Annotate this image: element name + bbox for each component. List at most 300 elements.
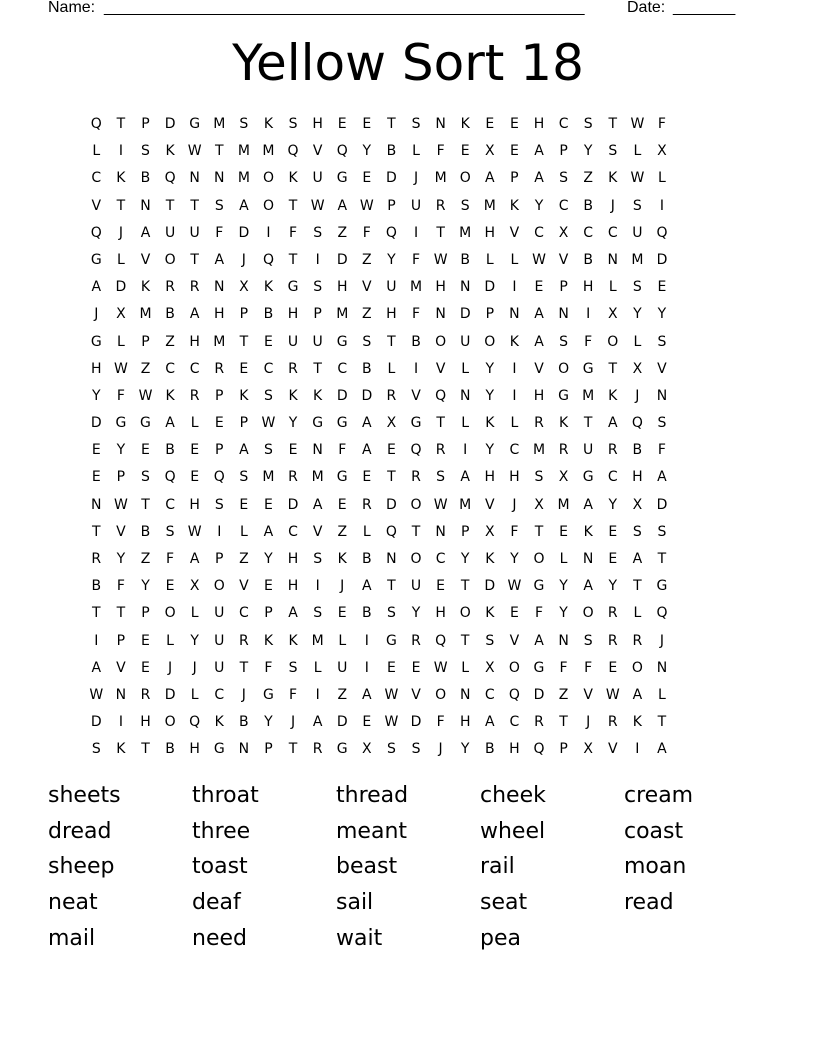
grid-letter[interactable]: O	[213, 578, 225, 595]
grid-letter[interactable]: A	[534, 632, 544, 649]
grid-letter[interactable]: S	[657, 333, 667, 350]
grid-letter[interactable]: T	[116, 197, 126, 214]
grid-letter[interactable]: B	[386, 143, 397, 160]
grid-letter[interactable]: B	[583, 197, 593, 214]
grid-letter[interactable]: S	[165, 523, 175, 540]
grid-letter[interactable]: Y	[141, 578, 150, 595]
grid-letter[interactable]: P	[239, 306, 249, 323]
grid-letter[interactable]: H	[533, 116, 545, 132]
grid-letter[interactable]: Y	[116, 551, 126, 567]
grid-letter[interactable]: V	[534, 360, 544, 377]
grid-letter[interactable]: S	[583, 116, 593, 132]
grid-letter[interactable]: T	[214, 143, 224, 160]
grid-letter[interactable]: X	[362, 741, 372, 758]
grid-letter[interactable]: E	[141, 659, 150, 676]
grid-letter[interactable]: E	[264, 496, 273, 513]
grid-letter[interactable]: M	[409, 279, 423, 296]
grid-letter[interactable]: X	[583, 741, 593, 758]
grid-letter[interactable]: Q	[385, 224, 397, 241]
grid-letter[interactable]: U	[386, 279, 397, 296]
grid-letter[interactable]: V	[607, 741, 618, 758]
grid-letter[interactable]: R	[214, 360, 225, 377]
grid-letter[interactable]: E	[608, 659, 618, 676]
grid-letter[interactable]: L	[559, 551, 568, 567]
grid-letter[interactable]: D	[336, 251, 348, 268]
grid-letter[interactable]: O	[607, 333, 619, 350]
grid-letter[interactable]: K	[116, 741, 126, 758]
grid-letter[interactable]: N	[558, 632, 569, 649]
grid-letter[interactable]: G	[533, 659, 545, 676]
grid-letter[interactable]: S	[632, 197, 642, 214]
grid-letter[interactable]: M	[139, 306, 152, 323]
grid-letter[interactable]: X	[485, 143, 495, 160]
grid-letter[interactable]: N	[214, 170, 225, 187]
grid-letter[interactable]: T	[657, 551, 667, 567]
grid-letter[interactable]: W	[433, 659, 448, 676]
grid-letter[interactable]: S	[411, 116, 421, 132]
grid-letter[interactable]: E	[411, 659, 421, 676]
grid-letter[interactable]: U	[410, 197, 422, 214]
grid-letter[interactable]: E	[460, 143, 470, 160]
grid-letter[interactable]: Z	[239, 551, 249, 567]
grid-letter[interactable]: Y	[559, 578, 568, 595]
grid-letter[interactable]: X	[607, 306, 618, 323]
grid-letter[interactable]: R	[435, 442, 446, 459]
grid-letter[interactable]: N	[312, 442, 323, 459]
grid-letter[interactable]: N	[459, 279, 471, 296]
grid-letter[interactable]: N	[189, 170, 200, 187]
grid-letter[interactable]: T	[583, 415, 593, 432]
grid-letter[interactable]: C	[91, 170, 102, 187]
grid-letter[interactable]: H	[435, 279, 446, 296]
grid-letter[interactable]: E	[509, 116, 519, 132]
grid-letter[interactable]: L	[485, 251, 494, 268]
grid-letter[interactable]: L	[116, 333, 125, 350]
grid-letter[interactable]: R	[288, 360, 298, 377]
grid-letter[interactable]: Y	[608, 496, 618, 513]
grid-letter[interactable]: P	[559, 279, 568, 296]
grid-letter[interactable]: A	[189, 306, 200, 323]
grid-letter[interactable]: M	[459, 224, 472, 241]
grid-letter[interactable]: D	[386, 496, 397, 513]
grid-letter[interactable]: J	[635, 387, 640, 404]
grid-letter[interactable]: G	[336, 741, 348, 758]
grid-letter[interactable]: H	[484, 469, 496, 486]
grid-letter[interactable]: A	[583, 496, 593, 513]
grid-letter[interactable]: J	[118, 224, 123, 241]
grid-letter[interactable]: H	[386, 306, 397, 323]
grid-letter[interactable]: K	[165, 387, 175, 404]
grid-letter[interactable]: Z	[362, 306, 372, 323]
grid-letter[interactable]: S	[313, 551, 323, 567]
grid-letter[interactable]: K	[608, 387, 618, 404]
grid-letter[interactable]: X	[558, 469, 569, 486]
grid-letter[interactable]: Y	[116, 442, 126, 459]
grid-letter[interactable]: R	[607, 605, 618, 622]
grid-letter[interactable]: A	[312, 496, 323, 513]
grid-letter[interactable]: H	[287, 551, 299, 567]
grid-letter[interactable]: D	[459, 306, 471, 323]
grid-letter[interactable]: K	[632, 714, 642, 731]
grid-letter[interactable]: N	[214, 279, 225, 296]
grid-letter[interactable]: R	[288, 469, 298, 486]
grid-letter[interactable]: E	[165, 578, 175, 595]
grid-letter[interactable]: Q	[410, 442, 422, 459]
grid-letter[interactable]: F	[116, 387, 125, 404]
grid-letter[interactable]: H	[509, 469, 520, 486]
grid-letter[interactable]: J	[438, 741, 443, 758]
grid-letter[interactable]: R	[312, 741, 323, 758]
grid-letter[interactable]: C	[435, 551, 446, 567]
grid-letter[interactable]: Q	[287, 143, 299, 160]
grid-letter[interactable]: K	[337, 551, 347, 567]
grid-letter[interactable]: X	[485, 659, 495, 676]
grid-letter[interactable]: V	[239, 578, 249, 595]
grid-letter[interactable]: E	[91, 469, 101, 486]
grid-letter[interactable]: Y	[534, 197, 544, 214]
grid-letter[interactable]: D	[410, 714, 422, 731]
grid-letter[interactable]: R	[607, 714, 618, 731]
grid-letter[interactable]: J	[586, 714, 591, 731]
grid-letter[interactable]: K	[485, 415, 495, 432]
grid-letter[interactable]: Y	[387, 251, 396, 268]
grid-letter[interactable]: S	[608, 143, 618, 160]
grid-letter[interactable]: T	[239, 659, 249, 676]
grid-letter[interactable]: C	[509, 714, 520, 731]
grid-letter[interactable]: K	[288, 170, 298, 187]
grid-letter[interactable]: U	[460, 333, 471, 350]
grid-letter[interactable]: P	[141, 605, 150, 622]
grid-letter[interactable]: S	[239, 116, 249, 132]
grid-letter[interactable]: S	[214, 496, 224, 513]
grid-letter[interactable]: Q	[533, 741, 545, 758]
grid-letter[interactable]: V	[583, 686, 593, 703]
grid-letter[interactable]: C	[337, 360, 348, 377]
grid-letter[interactable]: V	[140, 251, 151, 268]
grid-letter[interactable]: O	[508, 659, 520, 676]
grid-letter[interactable]: P	[264, 741, 273, 758]
grid-letter[interactable]: S	[264, 387, 273, 404]
grid-letter[interactable]: E	[436, 578, 446, 595]
grid-letter[interactable]: W	[532, 251, 546, 268]
grid-letter[interactable]: S	[214, 197, 224, 214]
grid-letter[interactable]: O	[459, 605, 471, 622]
grid-letter[interactable]: E	[485, 116, 495, 132]
grid-letter[interactable]: Q	[435, 387, 447, 404]
grid-letter[interactable]: C	[534, 224, 544, 241]
grid-letter[interactable]: G	[115, 415, 127, 432]
grid-letter[interactable]: M	[311, 632, 324, 649]
grid-letter[interactable]: L	[633, 333, 642, 350]
grid-letter[interactable]: I	[413, 360, 419, 377]
grid-letter[interactable]: J	[340, 578, 345, 595]
grid-letter[interactable]: M	[459, 496, 472, 513]
grid-letter[interactable]: Z	[337, 523, 348, 540]
grid-letter[interactable]: M	[582, 387, 595, 404]
grid-letter[interactable]: L	[362, 523, 371, 540]
grid-letter[interactable]: B	[239, 714, 249, 731]
grid-letter[interactable]: V	[312, 143, 323, 160]
grid-letter[interactable]: O	[435, 333, 447, 350]
grid-letter[interactable]: H	[484, 224, 496, 241]
grid-letter[interactable]: W	[187, 143, 202, 160]
grid-letter[interactable]: N	[558, 306, 569, 323]
grid-letter[interactable]: G	[287, 279, 299, 296]
grid-letter[interactable]: S	[485, 632, 495, 649]
grid-letter[interactable]: E	[337, 116, 347, 132]
grid-letter[interactable]: N	[459, 387, 471, 404]
grid-letter[interactable]: H	[336, 279, 348, 296]
grid-letter[interactable]: U	[214, 632, 225, 649]
grid-letter[interactable]: X	[116, 306, 126, 323]
grid-letter[interactable]: W	[359, 197, 374, 214]
grid-letter[interactable]: T	[534, 523, 544, 540]
grid-letter[interactable]: I	[315, 686, 320, 703]
grid-letter[interactable]: A	[140, 224, 151, 241]
grid-letter[interactable]: D	[164, 116, 176, 132]
grid-letter[interactable]: T	[288, 251, 298, 268]
grid-letter[interactable]: K	[214, 714, 224, 731]
grid-letter[interactable]: S	[534, 469, 544, 486]
grid-letter[interactable]: I	[586, 306, 591, 323]
grid-letter[interactable]: I	[659, 197, 665, 214]
grid-letter[interactable]: Z	[140, 551, 151, 567]
grid-letter[interactable]: M	[262, 469, 275, 486]
grid-letter[interactable]: T	[657, 714, 667, 731]
grid-letter[interactable]: Z	[558, 686, 569, 703]
grid-letter[interactable]: E	[509, 605, 519, 622]
grid-letter[interactable]: W	[433, 251, 448, 268]
grid-letter[interactable]: A	[362, 415, 372, 432]
grid-letter[interactable]: Q	[164, 469, 176, 486]
grid-letter[interactable]: T	[633, 578, 642, 595]
grid-letter[interactable]: D	[656, 251, 668, 268]
grid-letter[interactable]: R	[411, 632, 421, 649]
grid-letter[interactable]: B	[632, 442, 643, 459]
grid-letter[interactable]: H	[459, 714, 471, 731]
grid-letter[interactable]: T	[165, 197, 175, 214]
grid-letter[interactable]: D	[484, 279, 496, 296]
grid-letter[interactable]: Q	[262, 251, 274, 268]
grid-letter[interactable]: N	[238, 741, 250, 758]
grid-letter[interactable]: Q	[164, 170, 176, 187]
grid-letter[interactable]: C	[509, 442, 520, 459]
grid-letter[interactable]: T	[288, 197, 298, 214]
grid-letter[interactable]: L	[510, 415, 519, 432]
grid-letter[interactable]: E	[214, 415, 224, 432]
grid-letter[interactable]: Z	[362, 251, 372, 268]
grid-letter[interactable]: Y	[485, 360, 495, 377]
grid-letter[interactable]: E	[386, 442, 396, 459]
grid-letter[interactable]: M	[213, 333, 226, 350]
grid-letter[interactable]: E	[337, 605, 347, 622]
grid-letter[interactable]: E	[91, 442, 101, 459]
grid-letter[interactable]: A	[91, 279, 102, 296]
grid-letter[interactable]: E	[386, 659, 396, 676]
grid-letter[interactable]: T	[288, 741, 298, 758]
grid-letter[interactable]: T	[559, 714, 568, 731]
grid-letter[interactable]: M	[483, 197, 496, 214]
grid-letter[interactable]: T	[608, 116, 618, 132]
grid-letter[interactable]: S	[460, 197, 470, 214]
grid-letter[interactable]: P	[559, 143, 568, 160]
grid-letter[interactable]: F	[510, 523, 519, 540]
grid-letter[interactable]: U	[214, 659, 225, 676]
grid-letter[interactable]: Z	[140, 360, 151, 377]
grid-letter[interactable]: T	[92, 523, 101, 540]
grid-letter[interactable]: G	[656, 578, 668, 595]
grid-letter[interactable]: I	[315, 578, 320, 595]
grid-letter[interactable]: S	[288, 116, 298, 132]
grid-letter[interactable]: E	[559, 523, 568, 540]
grid-letter[interactable]: D	[164, 686, 176, 703]
grid-letter[interactable]: A	[362, 442, 372, 459]
grid-letter[interactable]: R	[189, 279, 200, 296]
grid-letter[interactable]: Y	[362, 143, 372, 160]
grid-letter[interactable]: Q	[90, 116, 102, 132]
grid-letter[interactable]: W	[113, 496, 128, 513]
grid-letter[interactable]: S	[141, 143, 150, 160]
grid-letter[interactable]: W	[605, 686, 620, 703]
grid-letter[interactable]: X	[189, 578, 200, 595]
grid-letter[interactable]: W	[89, 686, 104, 703]
grid-letter[interactable]: H	[91, 360, 102, 377]
grid-letter[interactable]: G	[336, 333, 348, 350]
grid-letter[interactable]: P	[239, 415, 249, 432]
grid-letter[interactable]: E	[337, 496, 347, 513]
grid-letter[interactable]: R	[361, 496, 372, 513]
grid-letter[interactable]: F	[116, 578, 125, 595]
grid-letter[interactable]: O	[631, 659, 643, 676]
grid-letter[interactable]: S	[632, 279, 642, 296]
date-field[interactable]: _______	[673, 0, 736, 16]
grid-letter[interactable]: T	[116, 605, 126, 622]
grid-letter[interactable]: A	[91, 659, 102, 676]
grid-letter[interactable]: E	[608, 523, 618, 540]
grid-letter[interactable]: G	[558, 387, 569, 404]
grid-letter[interactable]: H	[189, 333, 200, 350]
grid-letter[interactable]: J	[413, 170, 419, 187]
grid-letter[interactable]: I	[463, 442, 468, 459]
grid-letter[interactable]: F	[338, 442, 347, 459]
grid-letter[interactable]: S	[657, 415, 667, 432]
grid-letter[interactable]: E	[239, 360, 249, 377]
grid-letter[interactable]: I	[512, 387, 517, 404]
grid-letter[interactable]: V	[312, 523, 323, 540]
grid-letter[interactable]: S	[559, 333, 569, 350]
grid-letter[interactable]: W	[138, 387, 153, 404]
grid-letter[interactable]: S	[313, 605, 323, 622]
grid-letter[interactable]: G	[189, 116, 201, 132]
grid-letter[interactable]: B	[165, 741, 175, 758]
grid-letter[interactable]: E	[509, 143, 519, 160]
grid-letter[interactable]: U	[337, 659, 348, 676]
grid-letter[interactable]: F	[166, 551, 175, 567]
grid-letter[interactable]: A	[312, 714, 323, 731]
grid-letter[interactable]: P	[116, 469, 126, 486]
grid-letter[interactable]: M	[262, 143, 275, 160]
grid-letter[interactable]: A	[534, 333, 544, 350]
grid-letter[interactable]: D	[656, 496, 668, 513]
grid-letter[interactable]: S	[436, 469, 446, 486]
grid-letter[interactable]: T	[460, 578, 470, 595]
grid-letter[interactable]: D	[336, 387, 348, 404]
grid-letter[interactable]: O	[582, 605, 594, 622]
grid-letter[interactable]: Q	[508, 686, 520, 703]
grid-letter[interactable]: R	[411, 469, 421, 486]
grid-letter[interactable]: M	[434, 170, 447, 187]
grid-letter[interactable]: O	[484, 333, 496, 350]
grid-letter[interactable]: E	[264, 333, 273, 350]
grid-letter[interactable]: L	[313, 659, 322, 676]
grid-letter[interactable]: U	[632, 224, 643, 241]
grid-letter[interactable]: F	[584, 333, 593, 350]
grid-letter[interactable]: Y	[288, 415, 298, 432]
grid-letter[interactable]: V	[116, 523, 126, 540]
grid-letter[interactable]: L	[461, 360, 470, 377]
grid-letter[interactable]: C	[165, 360, 175, 377]
grid-letter[interactable]: M	[532, 442, 546, 459]
grid-letter[interactable]: K	[288, 632, 298, 649]
grid-letter[interactable]: O	[459, 170, 471, 187]
grid-letter[interactable]: Q	[631, 415, 643, 432]
grid-letter[interactable]: V	[435, 360, 446, 377]
grid-letter[interactable]: R	[534, 415, 544, 432]
grid-letter[interactable]: T	[190, 197, 199, 214]
grid-letter[interactable]: O	[435, 686, 447, 703]
grid-letter[interactable]: H	[140, 714, 151, 731]
grid-letter[interactable]: V	[411, 387, 421, 404]
grid-letter[interactable]: K	[140, 279, 151, 296]
grid-letter[interactable]: G	[336, 170, 348, 187]
grid-letter[interactable]: P	[215, 387, 224, 404]
grid-letter[interactable]: G	[140, 415, 151, 432]
grid-letter[interactable]: Z	[337, 686, 348, 703]
grid-letter[interactable]: C	[165, 496, 175, 513]
grid-letter[interactable]: V	[91, 197, 102, 214]
grid-letter[interactable]: P	[485, 306, 495, 323]
grid-letter[interactable]: K	[263, 632, 274, 649]
grid-letter[interactable]: Y	[559, 605, 568, 622]
grid-letter[interactable]: U	[410, 578, 422, 595]
grid-letter[interactable]: M	[237, 170, 250, 187]
grid-letter[interactable]: I	[413, 224, 419, 241]
grid-letter[interactable]: T	[387, 578, 396, 595]
grid-letter[interactable]: S	[91, 741, 101, 758]
grid-letter[interactable]: S	[559, 170, 569, 187]
grid-letter[interactable]: K	[263, 116, 274, 132]
grid-letter[interactable]: D	[90, 714, 102, 731]
grid-letter[interactable]: D	[115, 279, 127, 296]
grid-letter[interactable]: U	[164, 224, 176, 241]
grid-letter[interactable]: T	[436, 415, 445, 432]
grid-letter[interactable]: X	[386, 415, 397, 432]
grid-letter[interactable]: V	[485, 496, 495, 513]
grid-letter[interactable]: G	[213, 741, 225, 758]
grid-letter[interactable]: S	[264, 442, 273, 459]
grid-letter[interactable]: Q	[189, 714, 201, 731]
grid-letter[interactable]: R	[386, 387, 397, 404]
grid-letter[interactable]: C	[189, 360, 200, 377]
grid-letter[interactable]: I	[512, 360, 517, 377]
grid-letter[interactable]: I	[266, 224, 271, 241]
grid-letter[interactable]: V	[362, 279, 372, 296]
grid-letter[interactable]: P	[141, 333, 150, 350]
grid-letter[interactable]: Y	[510, 551, 519, 567]
grid-letter[interactable]: N	[435, 523, 446, 540]
grid-letter[interactable]: R	[534, 714, 544, 731]
grid-letter[interactable]: U	[312, 333, 323, 350]
